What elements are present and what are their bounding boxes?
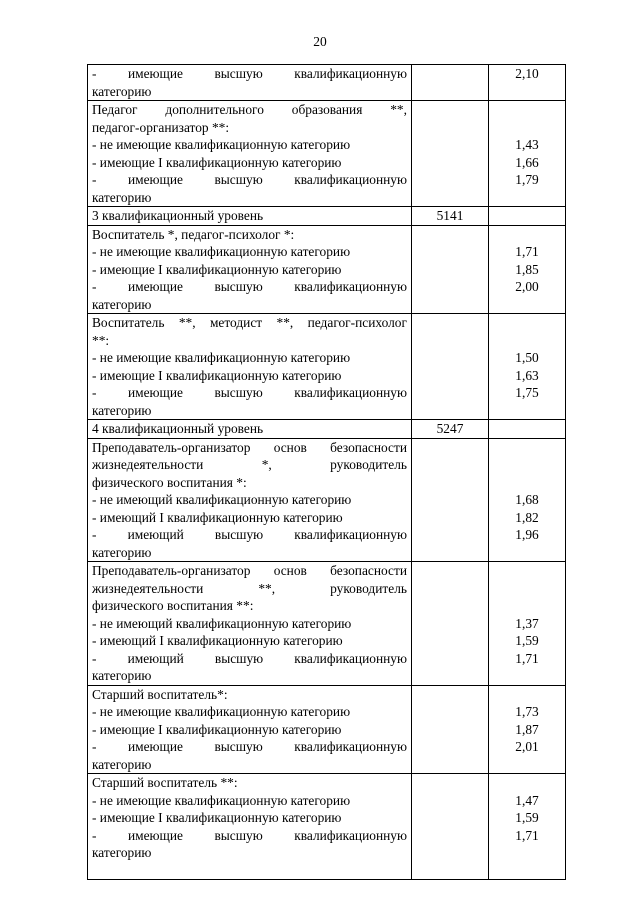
blank-line [489, 774, 565, 792]
position-word: - [92, 739, 97, 754]
code-cell [412, 225, 489, 314]
position-word: Преподаватель-организатор [92, 439, 251, 455]
position-line: физического воспитания *: [92, 474, 247, 490]
blank-line [489, 189, 565, 207]
code-cell [412, 774, 489, 880]
coefficient-value: 1,79 [515, 172, 539, 187]
position-line: категорию [92, 544, 152, 560]
coefficient-value: 1,71 [515, 244, 539, 259]
position-word: - [92, 827, 97, 843]
position-word: имеющий [127, 527, 184, 542]
position-line: - не имеющие квалификационную категорию [92, 350, 351, 365]
level-code: 5141 [436, 208, 464, 223]
coefficient-value: 1,68 [515, 492, 539, 507]
position-line: категорию [92, 83, 152, 99]
position-word: - [92, 172, 97, 187]
position-line: - не имеющие квалификационную категорию [92, 704, 351, 719]
position-word: высшую [214, 650, 264, 666]
position-word: имеющие [127, 172, 183, 187]
level-code: 5247 [436, 421, 464, 436]
position-line [92, 526, 407, 544]
blank-line [489, 439, 565, 457]
blank-line [489, 456, 565, 474]
position-line [92, 384, 407, 402]
coefficient-value: 2,00 [515, 279, 539, 294]
position-word: высшую [214, 172, 263, 187]
position-line [92, 827, 407, 845]
position-line: - имеющий I квалификационную категорию [92, 633, 343, 648]
position-word: основ [273, 439, 307, 455]
level-code-cell [412, 207, 489, 226]
table-row [88, 225, 566, 314]
position-line: - не имеющий квалификационную категорию [92, 492, 352, 507]
blank-line [489, 314, 565, 332]
coefficient-value: 1,71 [515, 650, 539, 666]
position-word: имеющие [127, 827, 183, 843]
level-code-cell [412, 420, 489, 439]
table-row [88, 101, 566, 207]
position-word: квалификационную [294, 827, 407, 843]
position-line: - не имеющий квалификационную категорию [92, 615, 352, 631]
position-word: **, [258, 580, 276, 596]
position-line: педагог-организатор **: [92, 119, 230, 135]
position-word: высшую [214, 827, 263, 843]
position-line: категорию [92, 756, 152, 772]
position-word: высшую [214, 385, 263, 400]
position-word: жизнедеятельности [92, 580, 204, 596]
level-label-cell [88, 420, 412, 439]
position-word: - [92, 66, 97, 81]
position-word: квалификационную [294, 279, 407, 294]
position-word: высшую [214, 66, 263, 81]
position-line: - имеющие I квалификационную категорию [92, 261, 342, 277]
blank-line [489, 402, 565, 420]
coefficient-value: 1,82 [515, 509, 539, 525]
position-line: категорию [92, 845, 152, 860]
code-cell [412, 65, 489, 101]
position-word: имеющие [127, 66, 183, 81]
position-line: - не имеющие квалификационную категорию [92, 792, 351, 808]
blank-line [489, 580, 565, 598]
position-word: Преподаватель-организатор [92, 563, 251, 578]
position-cell [88, 314, 412, 420]
position-word: имеющие [127, 279, 183, 294]
blank-line [489, 562, 565, 580]
position-word: дополнительного [165, 102, 264, 117]
position-line [92, 439, 407, 457]
position-word: - [92, 527, 97, 542]
position-word: квалификационную [294, 66, 407, 81]
position-word: высшую [214, 739, 263, 754]
position-word: педагог-психолог [307, 315, 407, 330]
value-cell [489, 65, 566, 101]
position-word: Воспитатель [92, 315, 165, 330]
level-label-cell [88, 207, 412, 226]
position-word: имеющие [127, 385, 183, 400]
position-word: безопасности [330, 439, 407, 455]
coefficient-value: 1,59 [515, 810, 539, 825]
coefficient-value: 1,66 [515, 154, 539, 170]
code-cell [412, 438, 489, 562]
position-word: квалификационную [294, 739, 407, 754]
position-line: Старший воспитатель **: [92, 775, 238, 790]
value-cell [489, 685, 566, 774]
position-line: - имеющие I квалификационную категорию [92, 721, 342, 737]
empty-value-cell [489, 207, 566, 226]
position-line [92, 580, 407, 598]
coefficient-value: 1,47 [515, 792, 539, 808]
position-cell [88, 774, 412, 880]
position-line: категорию [92, 189, 152, 205]
position-line [92, 65, 407, 83]
blank-line [489, 756, 565, 774]
position-line: - имеющие I квалификационную категорию [92, 154, 342, 170]
position-word: **, [390, 102, 407, 117]
blank-line [489, 544, 565, 562]
level-row [88, 207, 566, 226]
blank-line [489, 686, 565, 704]
position-line [92, 314, 407, 332]
position-line [92, 171, 407, 189]
coefficient-value: 1,85 [515, 261, 539, 277]
coefficient-value: 1,75 [515, 385, 539, 400]
position-line [92, 101, 407, 119]
blank-line [489, 474, 565, 492]
qualification-table [87, 64, 566, 880]
position-line: Старший воспитатель*: [92, 686, 228, 702]
coefficient-value: 2,01 [515, 739, 539, 754]
value-cell [489, 225, 566, 314]
page-number: 20 [313, 34, 327, 49]
position-word: - [92, 650, 97, 666]
code-cell [412, 314, 489, 420]
blank-line [489, 667, 565, 685]
position-cell [88, 562, 412, 686]
position-line: - не имеющие квалификационную категорию [92, 137, 351, 152]
position-line: категорию [92, 296, 152, 312]
blank-line [489, 296, 565, 314]
position-word: **, [178, 315, 196, 330]
position-line: категорию [92, 668, 152, 683]
coefficient-value: 1,37 [515, 615, 539, 631]
table-row [88, 65, 566, 101]
position-word: - [92, 279, 97, 294]
blank-line [489, 597, 565, 615]
position-cell [88, 101, 412, 207]
table-row [88, 562, 566, 686]
position-word: - [92, 385, 97, 400]
position-word: основ [273, 563, 307, 578]
blank-line [489, 332, 565, 350]
blank-line [489, 862, 565, 880]
position-word: квалификационную [294, 385, 407, 400]
value-cell [489, 562, 566, 686]
coefficient-value: 2,10 [515, 66, 539, 81]
code-cell [412, 562, 489, 686]
position-line [92, 650, 407, 668]
coefficient-value: 1,59 [515, 633, 539, 648]
table-row [88, 314, 566, 420]
position-line: **: [92, 332, 110, 348]
position-line: Воспитатель *, педагог-психолог *: [92, 226, 295, 242]
position-line [92, 562, 407, 580]
blank-line [489, 119, 565, 137]
position-line: - не имеющие квалификационную категорию [92, 244, 351, 259]
blank-line [489, 844, 565, 862]
position-word: **, [276, 315, 294, 330]
coefficient-value: 1,43 [515, 137, 539, 152]
coefficient-value: 1,96 [515, 527, 539, 542]
position-word: квалификационную [294, 527, 407, 542]
table-row [88, 685, 566, 774]
position-cell [88, 225, 412, 314]
position-line: физического воспитания **: [92, 598, 254, 613]
coefficient-value: 1,63 [515, 367, 539, 383]
position-line [92, 738, 407, 756]
position-word: руководитель [330, 457, 407, 472]
position-word: методист [209, 315, 263, 330]
position-line [92, 278, 407, 296]
table-row [88, 774, 566, 880]
blank-line [489, 101, 565, 119]
level-label: 4 квалификационный уровень [92, 421, 264, 436]
position-word: жизнедеятельности [92, 457, 204, 472]
position-word: квалификационную [294, 172, 407, 187]
position-line: категорию [92, 402, 152, 418]
level-label: 3 квалификационный уровень [92, 208, 264, 223]
blank-line [92, 862, 407, 880]
coefficient-value: 1,73 [515, 704, 539, 719]
position-cell [88, 685, 412, 774]
level-row [88, 420, 566, 439]
coefficient-value: 1,87 [515, 721, 539, 737]
position-word: имеющие [127, 739, 183, 754]
position-line: - имеющие I квалификационную категорию [92, 810, 342, 825]
position-word: образования [291, 102, 363, 117]
code-cell [412, 685, 489, 774]
position-word: Педагог [92, 102, 138, 117]
position-word: имеющий [127, 650, 184, 666]
code-cell [412, 101, 489, 207]
position-word: *, [261, 457, 272, 472]
table-row [88, 438, 566, 562]
position-word: руководитель [330, 580, 407, 596]
position-word: безопасности [330, 563, 407, 578]
coefficient-value: 1,71 [515, 827, 539, 843]
blank-line [489, 226, 565, 244]
value-cell [489, 101, 566, 207]
value-cell [489, 314, 566, 420]
empty-value-cell [489, 420, 566, 439]
position-line: - имеющий I квалификационную категорию [92, 509, 343, 525]
value-cell [489, 774, 566, 880]
coefficient-value: 1,50 [515, 350, 539, 365]
position-line [92, 456, 407, 474]
position-word: квалификационную [294, 650, 407, 666]
position-word: высшую [214, 527, 264, 542]
value-cell [489, 438, 566, 562]
position-cell [88, 65, 412, 101]
position-cell [88, 438, 412, 562]
position-line: - имеющие I квалификационную категорию [92, 367, 342, 383]
position-word: высшую [214, 279, 263, 294]
